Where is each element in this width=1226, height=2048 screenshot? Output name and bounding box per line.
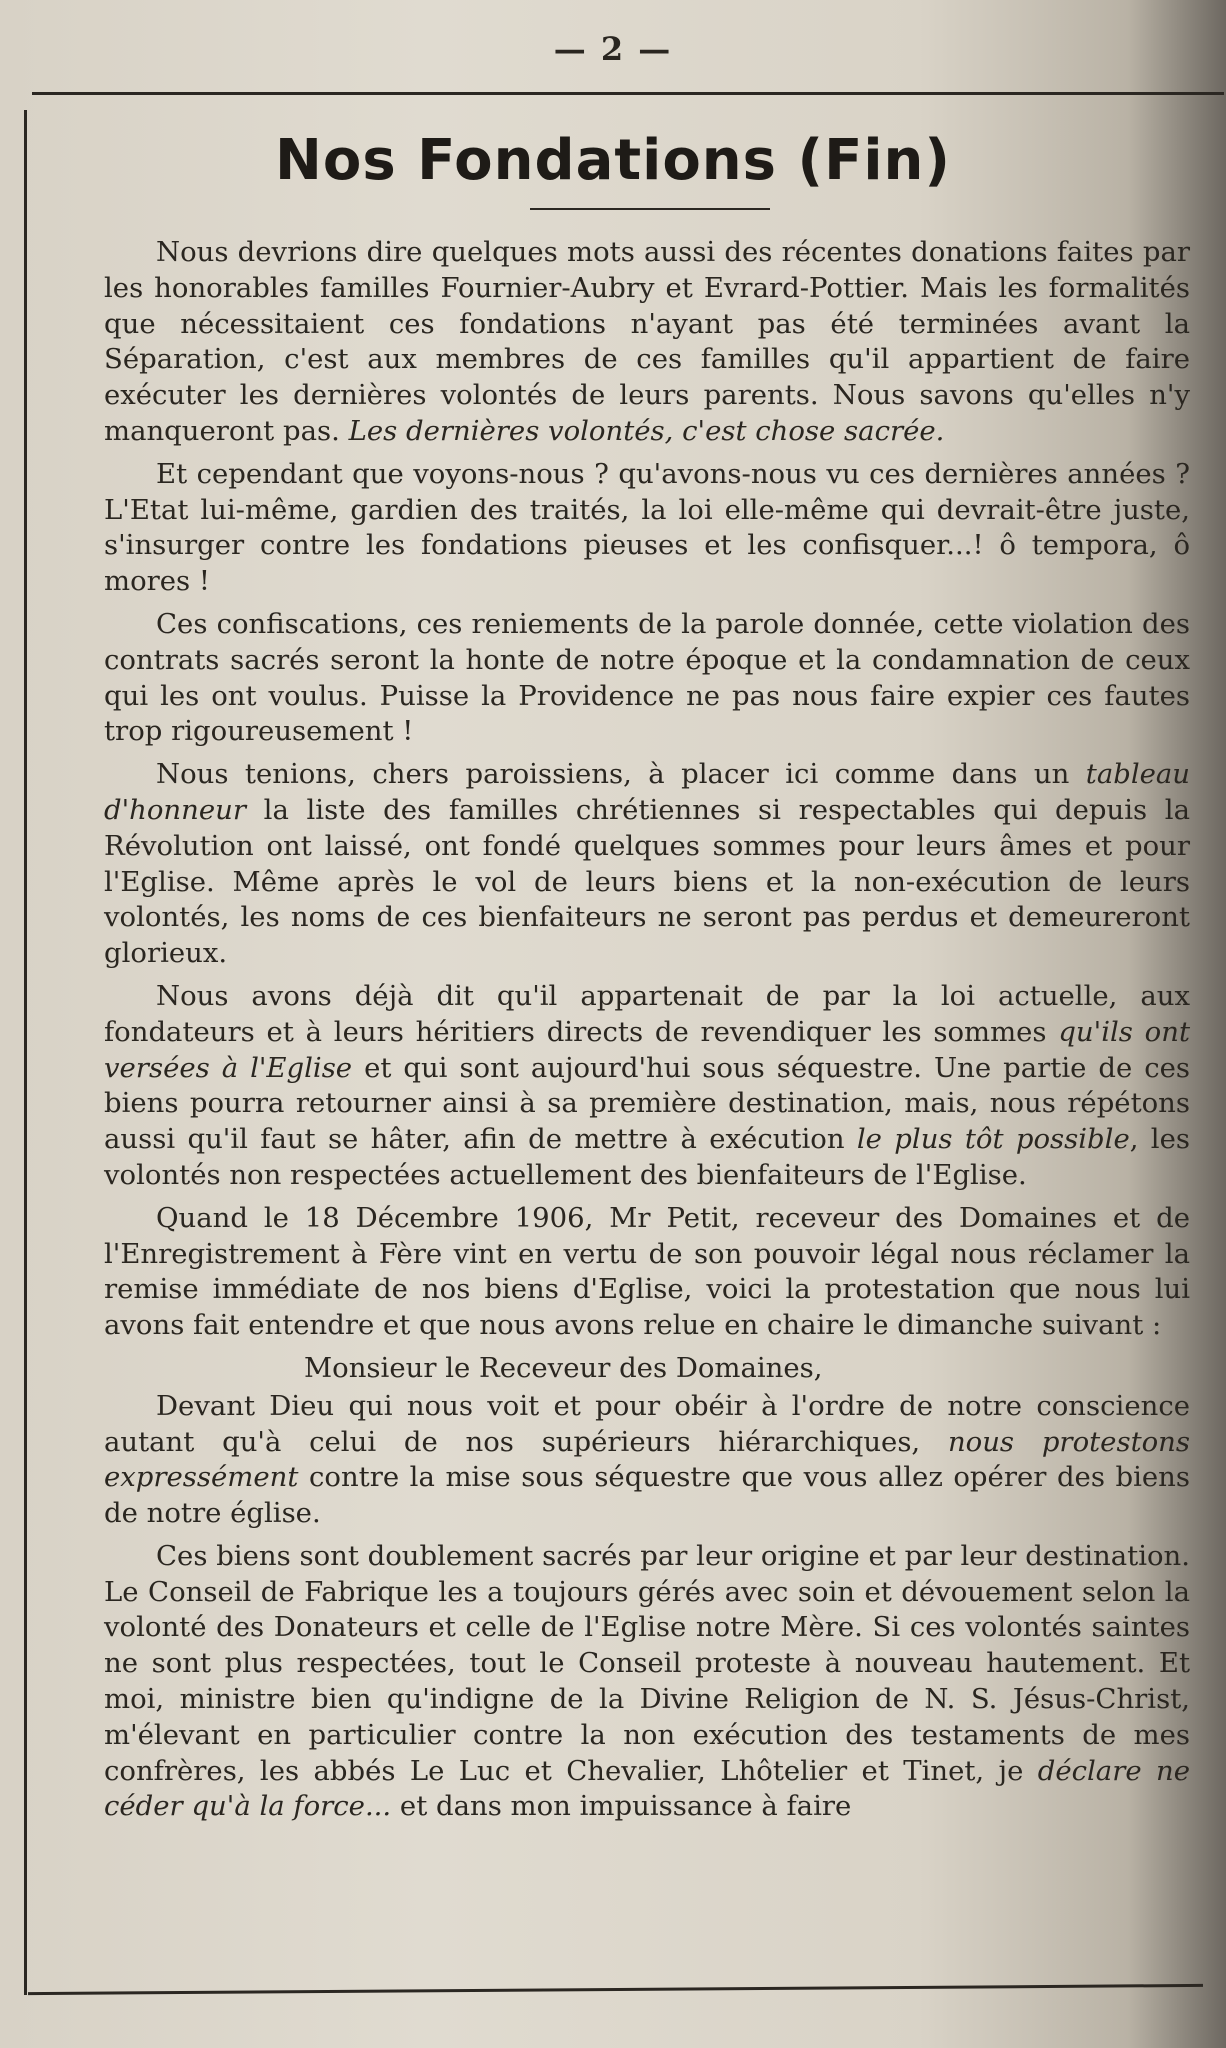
paragraph-6: Quand le 18 Décembre 1906, Mr Petit, receveur des Domaines et de l'Enregistrement à Fère vint en vertu de son pouvoir légal nous réclamer la remise immédiate de nos biens d'Eglise, voici la protestation que nous lui avons fait entendre et que nous avons relue en chaire le dimanche suivant : <box>104 1201 1190 1342</box>
article-title: Nos Fondations (Fin) <box>274 128 951 193</box>
paragraph-2: Et cependant que voyons-nous ? qu'avons-nous vu ces dernières années ? L'Etat lui-même, gardien des traités, la loi elle-même qui devrait-être juste, s'insurger contre les fondations pieuses et les confisquer...! ô tempora, ô mores ! <box>104 457 1190 598</box>
bottom-rule <box>28 1984 1203 1995</box>
top-rule <box>32 92 1224 95</box>
title-underline <box>530 208 770 210</box>
page-number: — 2 — <box>553 30 673 68</box>
paragraph-8: Ces biens sont doublement sacrés par leur origine et par leur destination. Le Conseil de Fabrique les a toujours gérés avec soin et dévouement selon la volonté des Donateurs et celle de l'Eglise notre Mère. Si ces volontés saintes ne sont plus respectées, tout le Conseil proteste à nouveau hautement. Et moi, ministre bien qu'indigne de la Divine Religion de N. S. Jésus-Christ, m'élevant en particulier contre la non exécution des testaments de mes confrères, les abbés Le Luc et Chevalier, Lhôtelier et Tinet, je déclare ne céder qu'à la force... et dans mon impuissance à faire <box>104 1539 1190 1823</box>
paragraph-7: Devant Dieu qui nous voit et pour obéir à l'ordre de notre conscience autant qu'à celui de nos supérieurs hiérarchiques, nous protestons expressément contre la mise sous séquestre que vous allez opérer des biens de notre église. <box>104 1389 1190 1530</box>
left-border-rule <box>24 110 27 1995</box>
paragraph-1: Nous devrions dire quelques mots aussi des récentes donations faites par les honorables familles Fournier-Aubry et Evrard-Pottier. Mais les formalités que nécessitaient ces fondations n'ayant pas été terminées avant la Séparation, c'est aux membres de ces familles qu'il appartient de faire exécuter les dernières volontés de leurs parents. Nous savons qu'elles n'y manqueront pas. Les dernières volontés, c'est chose sacrée. <box>104 236 1190 447</box>
article-body <box>104 235 1190 1832</box>
paragraph-3: Ces confiscations, ces reniements de la parole donnée, cette violation des contrats sacrés seront la honte de notre époque et la condamnation de ceux qui les ont voulus. Puisse la Providence ne pas nous faire expier ces fautes trop rigoureusement ! <box>104 607 1190 748</box>
paragraph-4: Nous tenions, chers paroissiens, à placer ici comme dans un tableau d'honneur la liste des familles chrétiennes si respectables qui depuis la Révolution ont laissé, ont fondé quelques sommes pour leurs âmes et pour l'Eglise. Même après le vol de leurs biens et la non-exécution de leurs volontés, les noms de ces bienfaiteurs ne seront pas perdus et demeureront glorieux. <box>104 758 1190 970</box>
salutation: Monsieur le Receveur des Domaines, <box>304 1351 823 1384</box>
paragraph-5: Nous avons déjà dit qu'il appartenait de par la loi actuelle, aux fondateurs et à leurs héritiers directs de revendiquer les sommes qu'ils ont versées à l'Eglise et qui sont aujourd'hui sous séquestre. Une partie de ces biens pourra retourner ainsi à sa première destination, mais, nous répétons aussi qu'il faut se hâter, afin de mettre à exécution le plus tôt possible, les volontés non respectées actuellement des bienfaiteurs de l'Eglise. <box>104 979 1191 1191</box>
